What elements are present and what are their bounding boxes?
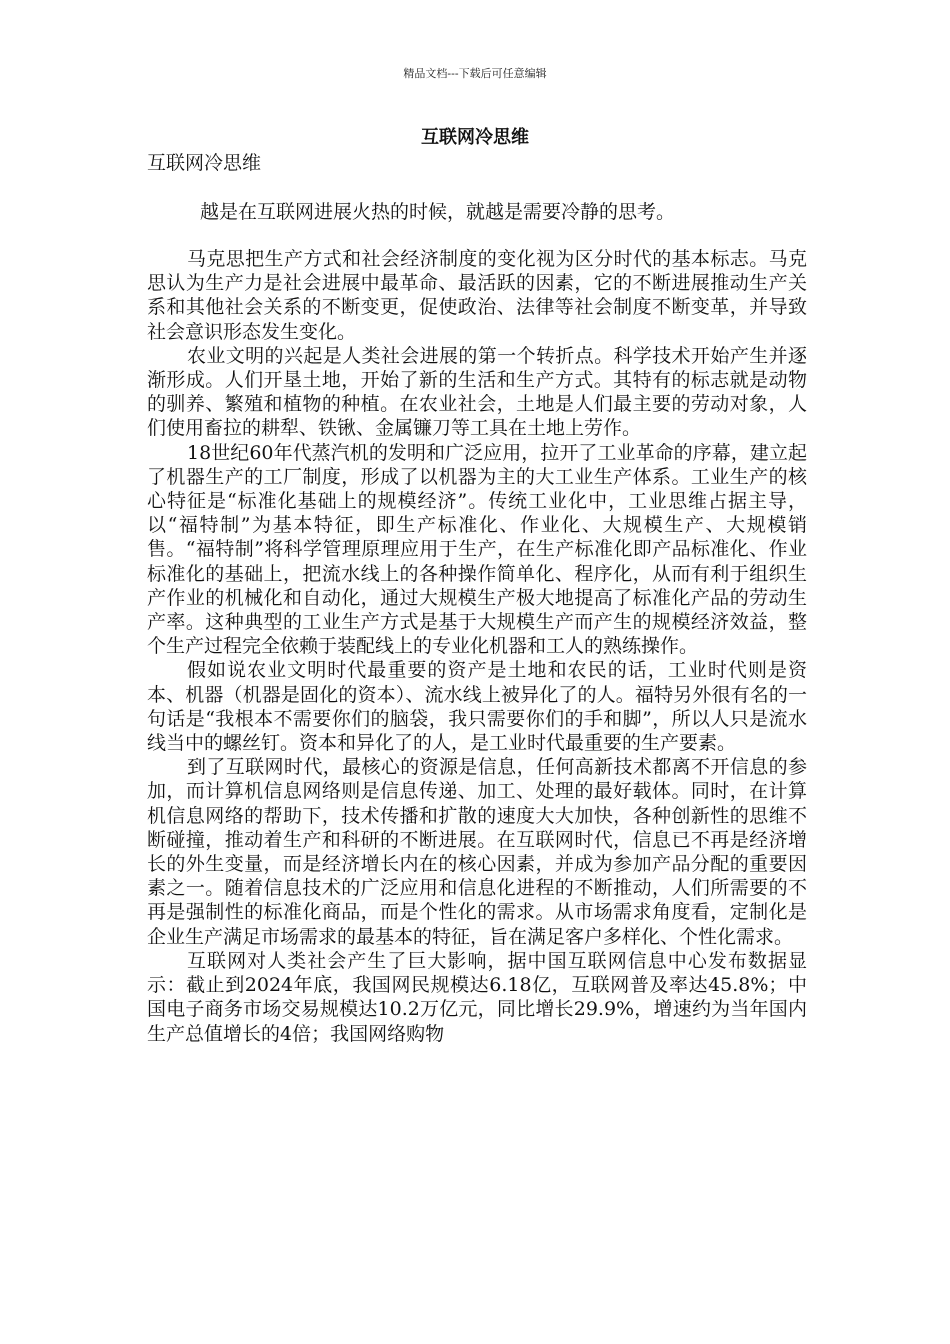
paragraph-internet-era: 到了互联网时代，最核心的资源是信息，任何高新技术都离不开信息的参加，而计算机信息网络则是信息传递、加工、处理的最好载体。同时，在计算机信息网络的帮助下，技术传播和扩散的速度大大加快，各种创新性的思维不断碰撞，推动着生产和科研的不断进展。在互联网时代，信息已不再是经济增长的外生变量，而是经济增长内在的核心因素，并成为参加产品分配的重要因素之一。随着信息技术的广泛应用和信息化进程的不断推动，人们所需要的不再是强制性的标准化商品，而是个性化的需求。从市场需求角度看，定制化是企业生产满足市场需求的最基本的特征，旨在满足客户多样化、个性化需求。	[147, 756, 807, 948]
document-title: 互联网冷思维	[421, 127, 529, 148]
page-header-note: 精品文档---下载后可任意编辑	[403, 67, 547, 80]
paragraph-marx: 马克思把生产方式和社会经济制度的变化视为区分时代的基本标志。马克思认为生产力是社会进展中最革命、最活跃的因素，它的不断进展推动生产关系和其他社会关系的不断变更，促使政治、法律等社会制度不断变革，并导致社会意识形态发生变化。	[147, 248, 807, 343]
document-body	[147, 247, 807, 1046]
paragraph-agriculture: 农业文明的兴起是人类社会进展的第一个转折点。科学技术开始产生并逐渐形成。人们开垦土地，开始了新的生活和生产方式。其特有的标志就是动物的驯养、繁殖和植物的种植。在农业社会，土地是人们最主要的劳动对象，人们使用畜拉的耕犁、铁锹、金属镰刀等工具在土地上劳作。	[147, 344, 807, 440]
intro-sentence: 越是在互联网进展火热的时候，就越是需要冷静的思考。	[200, 201, 676, 223]
paragraph-industrial: 18世纪60年代蒸汽机的发明和广泛应用，拉开了工业革命的序幕，建立起了机器生产的工厂制度，形成了以机器为主的大工业生产体系。工业生产的核心特征是“标准化基础上的规模经济”。传统工业化中，工业思维占据主导，以“福特制”为基本特征，即生产标准化、作业化、大规模生产、大规模销售。“福特制”将科学管理原理应用于生产，在生产标准化即产品标准化、作业标准化的基础上，把流水线上的各种操作简单化、程序化，从而有利于组织生产作业的机械化和自动化，通过大规模生产极大地提高了标准化产品的劳动生产率。这种典型的工业生产方式是基于大规模生产而产生的规模经济效益，整个生产过程完全依赖于装配线上的专业化机器和工人的熟练操作。	[147, 441, 807, 658]
paragraph-production-factors: 假如说农业文明时代最重要的资产是土地和农民的话，工业时代则是资本、机器（机器是固化的资本）、流水线上被异化了的人。福特另外很有名的一句话是“我根本不需要你们的脑袋，我只需要你们的手和脚”，所以人只是流水线当中的螺丝钉。资本和异化了的人，是工业时代最重要的生产要素。	[147, 659, 807, 755]
paragraph-internet-statistics: 互联网对人类社会产生了巨大影响，据中国互联网信息中心发布数据显示：截止到2024年底，我国网民规模达6.18亿，互联网普及率达45.8%；中国电子商务市场交易规模达10.2万亿元，同比增长29.9%，增速约为当年国内生产总值增长的4倍；我国网络购物	[147, 949, 807, 1045]
document-subtitle: 互联网冷思维	[147, 152, 262, 174]
